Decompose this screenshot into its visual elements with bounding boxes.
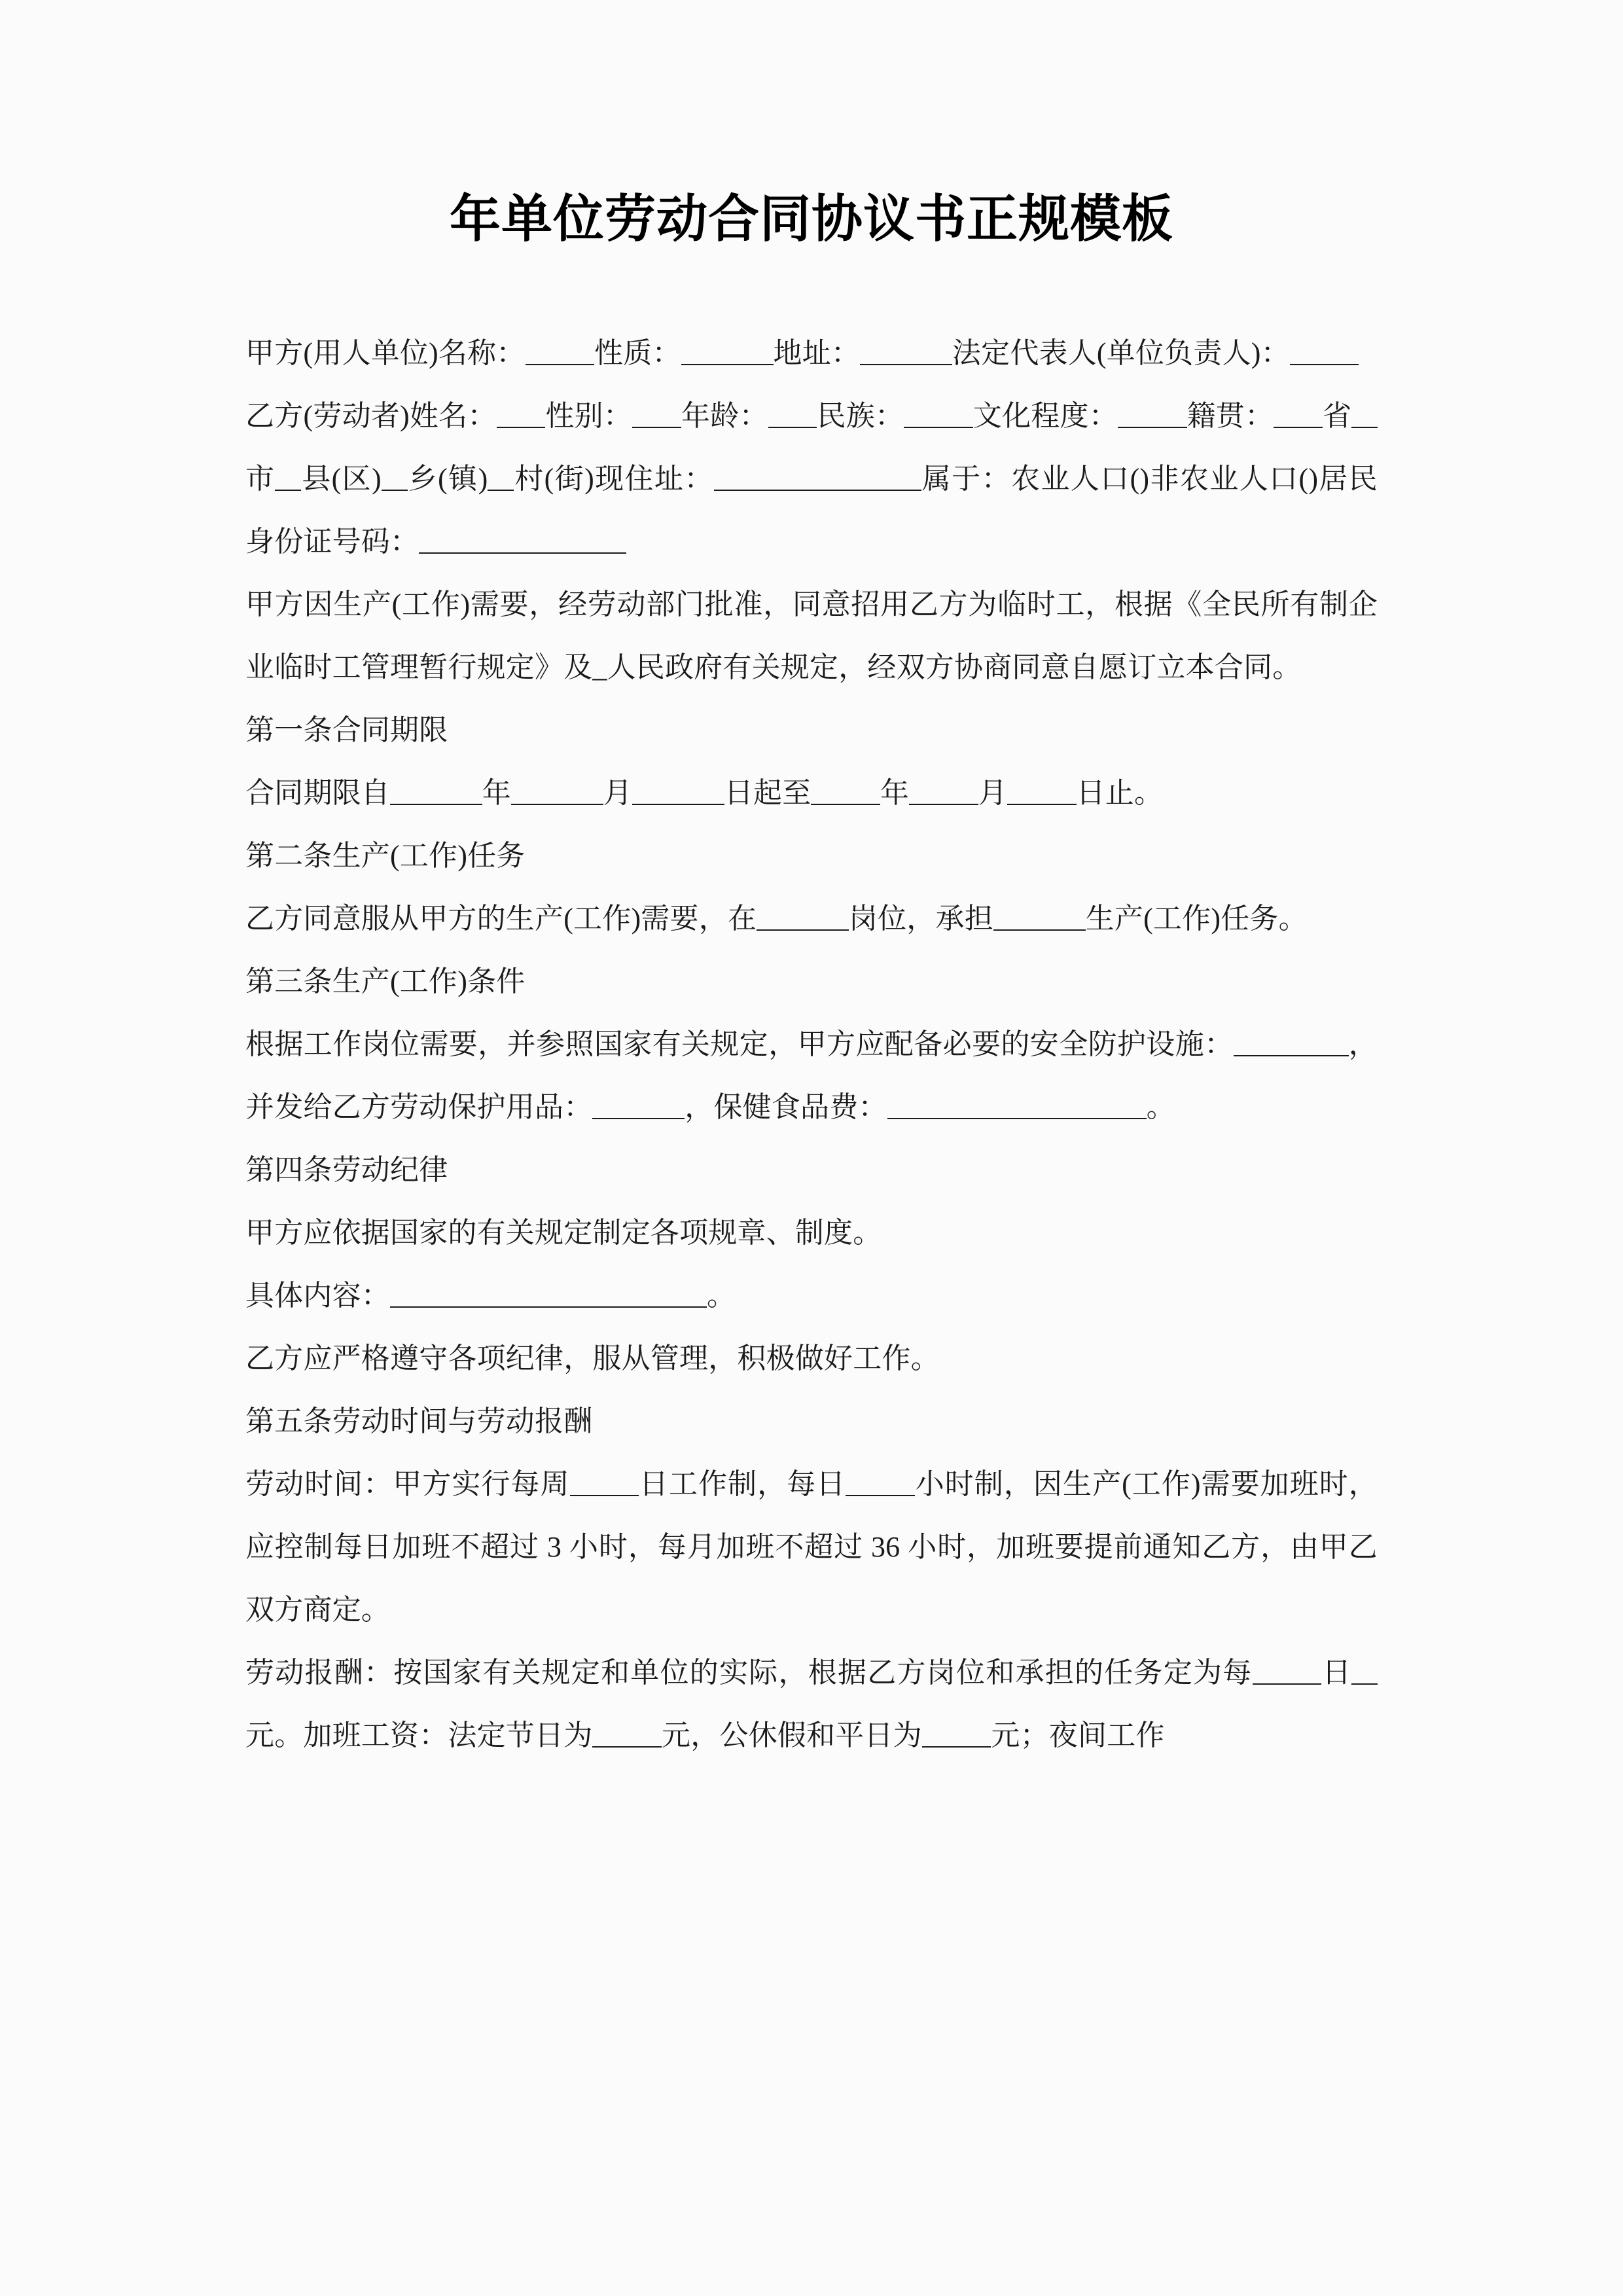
heading-article-1: 第一条合同期限	[245, 713, 448, 746]
party-b-town-blank[interactable]	[382, 460, 408, 491]
heading-article-4: 第四条劳动纪律	[245, 1153, 448, 1186]
heading-article-5: 第五条劳动时间与劳动报酬	[245, 1405, 593, 1437]
paragraph-article-5-body-1	[245, 1453, 1378, 1641]
article-3-text-3: ，保健食品费：	[685, 1090, 887, 1123]
month-label-start: 月	[603, 776, 632, 809]
county-label: 县(区)	[301, 462, 382, 495]
party-b-id-blank[interactable]	[419, 523, 626, 554]
town-label: 乡(镇)	[407, 462, 488, 495]
heading-article-3: 第三条生产(工作)条件	[245, 965, 526, 997]
article-3-text-1: 根据工作岗位需要，并参照国家有关规定，甲方应配备必要的安全防护设施：	[245, 1028, 1234, 1060]
party-b-age-blank[interactable]	[768, 397, 817, 428]
pay-text-2: 日	[1321, 1656, 1352, 1689]
pay-text-4: 元，公休假和平日为	[662, 1719, 922, 1751]
party-b-hukou-label: 属于：农业人口()非农业人口()居民身份证号码：	[245, 462, 1378, 558]
paragraph-article-5-body-2	[245, 1641, 1378, 1767]
party-b-ethnicity-label: 民族：	[817, 399, 904, 432]
party-b-province-blank[interactable]	[1274, 397, 1323, 428]
pay-text-3: 元。加班工资：法定节日为	[245, 1719, 593, 1751]
end-month-blank[interactable]	[909, 774, 978, 805]
article-2-text-2: 岗位，承担	[848, 902, 993, 935]
party-a-nature-label: 性质：	[594, 336, 681, 369]
year-label-start: 年	[482, 776, 511, 809]
task-blank[interactable]	[993, 900, 1086, 931]
paragraph-article-3-body	[245, 1013, 1378, 1139]
weekend-ot-blank[interactable]	[922, 1717, 991, 1748]
article-3-text-4: 。	[1146, 1090, 1175, 1123]
document-body	[245, 322, 1378, 1767]
work-time-text-2: 日工作制，每日	[639, 1467, 846, 1500]
party-b-village-blank[interactable]	[488, 460, 514, 491]
party-a-nature-blank[interactable]	[681, 334, 774, 365]
province-label: 省	[1323, 399, 1352, 432]
page-title: 年单位劳动合同协议书正规模板	[449, 190, 1173, 247]
protective-items-blank[interactable]	[592, 1088, 685, 1119]
party-b-city-blank[interactable]	[1351, 397, 1378, 428]
paragraph-article-4-body-1: 甲方应依据国家的有关规定制定各项规章、制度。	[245, 1216, 882, 1249]
paragraph-preamble: 甲方因生产(工作)需要，经劳动部门批准，同意招用乙方为临时工，根据《全民所有制企业临时工管理暂行规定》及_人民政府有关规定，经双方协商同意自愿订立本合同。	[245, 588, 1378, 683]
party-b-origin-label: 籍贯：	[1186, 399, 1274, 432]
daily-hours-blank[interactable]	[846, 1465, 915, 1496]
work-time-text-3: 小时制，因生产(工作)需要加班时，应控制每日加班不超过 3 小时，每月加班不超过 36 小时，加班要提前通知乙方，由甲乙双方商定。	[245, 1467, 1378, 1626]
paragraph-article-1-body	[245, 762, 1378, 825]
month-label-end: 月	[978, 776, 1007, 809]
article-3-text-2: ，并发给乙方劳动保护用品：	[245, 1028, 1378, 1123]
party-b-current-address-blank[interactable]	[714, 460, 921, 491]
document-content	[245, 0, 1378, 1767]
party-a-label: 甲方(用人单位)名称：	[245, 336, 526, 369]
safety-facility-blank[interactable]	[1234, 1026, 1349, 1056]
yuan-amount-blank[interactable]	[1351, 1654, 1378, 1685]
article-2-text-1: 乙方同意服从甲方的生产(工作)需要，在	[245, 902, 757, 935]
health-food-fee-blank[interactable]	[887, 1088, 1147, 1119]
paragraph-party-b	[245, 385, 1378, 573]
paragraph-party-a	[245, 322, 1378, 385]
heading-article-2: 第二条生产(工作)任务	[245, 839, 526, 872]
start-day-blank[interactable]	[632, 774, 724, 805]
work-time-text-1: 劳动时间：甲方实行每周	[245, 1467, 570, 1500]
paragraph-article-4-body-2	[245, 1265, 1378, 1327]
party-b-education-blank[interactable]	[1118, 397, 1187, 428]
paragraph-article-2-body	[245, 888, 1378, 950]
position-blank[interactable]	[757, 900, 849, 931]
year-label-end: 年	[880, 776, 910, 809]
party-a-rep-blank[interactable]	[1290, 334, 1359, 365]
start-month-blank[interactable]	[511, 774, 603, 805]
start-year-blank[interactable]	[390, 774, 482, 805]
party-a-name-blank[interactable]	[526, 334, 595, 365]
day-to-label: 日起至	[724, 776, 812, 809]
party-a-address-blank[interactable]	[860, 334, 952, 365]
holiday-ot-blank[interactable]	[592, 1717, 662, 1748]
end-day-blank[interactable]	[1007, 774, 1077, 805]
party-b-name-blank[interactable]	[497, 397, 546, 428]
party-b-gender-label: 性别：	[545, 399, 633, 432]
paragraph-article-4-body-3: 乙方应严格遵守各项纪律，服从管理，积极做好工作。	[245, 1342, 940, 1374]
village-label: 村(街)现住址：	[514, 462, 714, 495]
daily-rate-blank[interactable]	[1253, 1654, 1322, 1685]
party-b-education-label: 文化程度：	[972, 399, 1118, 432]
day-end-label: 日止。	[1076, 776, 1164, 809]
party-b-age-label: 年龄：	[681, 399, 768, 432]
specific-content-blank[interactable]	[390, 1277, 707, 1308]
end-year-blank[interactable]	[811, 774, 880, 805]
term-prefix-label: 合同期限自	[245, 776, 390, 809]
party-b-county-blank[interactable]	[275, 460, 301, 491]
party-a-address-label: 地址：	[773, 336, 861, 369]
party-b-label: 乙方(劳动者)姓名：	[245, 399, 497, 432]
party-b-gender-blank[interactable]	[632, 397, 681, 428]
article-2-text-3: 生产(工作)任务。	[1085, 902, 1308, 935]
pay-text-5: 元；夜间工作	[991, 1719, 1165, 1751]
pay-text-1: 劳动报酬：按国家有关规定和单位的实际，根据乙方岗位和承担的任务定为每	[245, 1656, 1253, 1689]
city-label: 市	[245, 462, 276, 495]
party-a-rep-label: 法定代表人(单位负责人)：	[952, 336, 1290, 369]
period-mark: 。	[707, 1279, 736, 1312]
weekly-days-blank[interactable]	[570, 1465, 639, 1496]
specific-content-label: 具体内容：	[245, 1279, 390, 1312]
party-b-ethnicity-blank[interactable]	[904, 397, 973, 428]
